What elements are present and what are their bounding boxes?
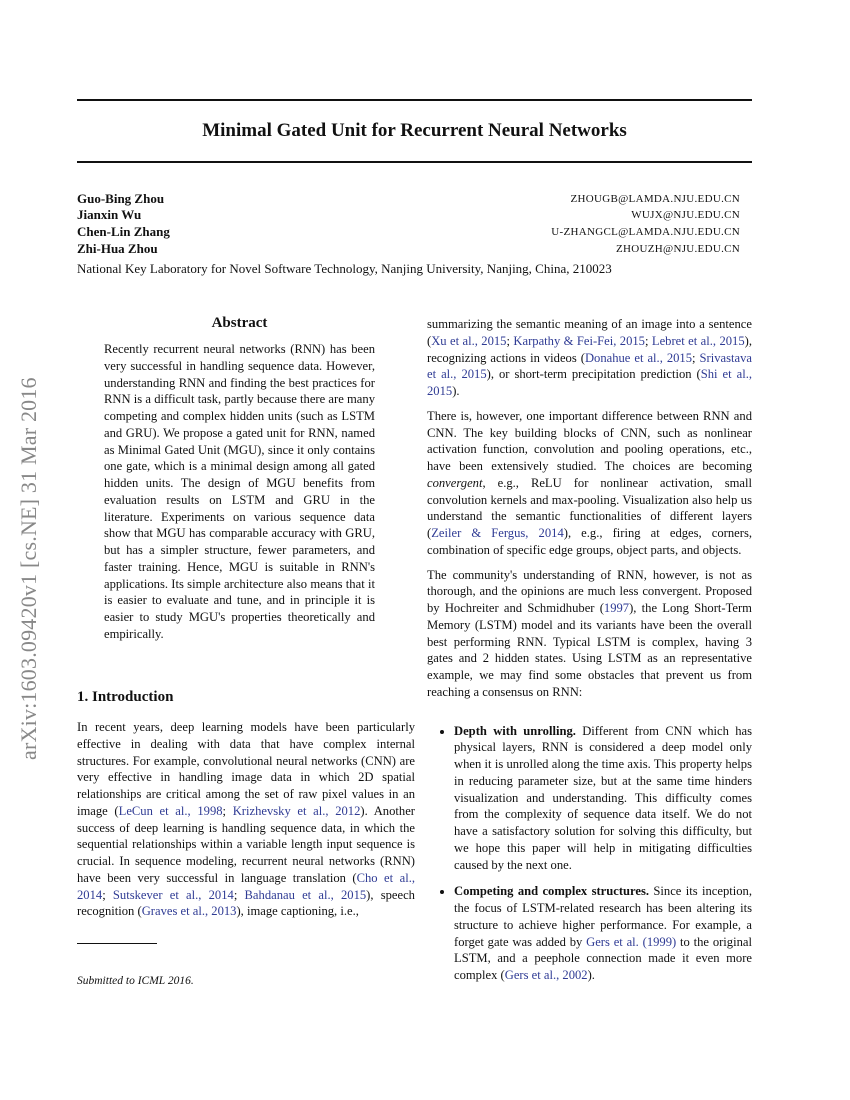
citation-link[interactable]: 1997 [603, 601, 630, 615]
author-email[interactable]: ZHOUGB@LAMDA.NJU.EDU.CN [570, 193, 740, 205]
list-item [454, 883, 752, 984]
footnote: Submitted to ICML 2016. [77, 975, 194, 987]
citation-link[interactable]: Zeiler & Fergus, 2014 [431, 526, 564, 540]
author-email[interactable]: WUJX@NJU.EDU.CN [631, 209, 740, 221]
list-item [454, 723, 752, 874]
citation-link[interactable]: Krizhevsky et al., 2012 [232, 803, 361, 818]
paper-title: Minimal Gated Unit for Recurrent Neural Networks [202, 120, 627, 141]
citation-link[interactable]: Xu et al., 2015 [431, 333, 507, 348]
text-run: The community's understanding of RNN, however, is not as thorough, and the opinions are much less convergent. Proposed by Hochreiter and Schmidhuber ( [427, 567, 752, 615]
author-name: Jianxin Wu [77, 207, 142, 222]
paragraph [427, 316, 752, 400]
bold-lead: Depth with unrolling. [454, 723, 576, 738]
text-run: ; [233, 887, 245, 902]
author-name: Guo-Bing Zhou [77, 191, 165, 206]
citation-link[interactable]: Sutskever et al., 2014 [112, 887, 234, 902]
citation-link[interactable]: Shi et al., 2015 [427, 367, 752, 398]
abstract-heading: Abstract [211, 315, 268, 331]
text-run: ), or short-term precipitation prediction ( [486, 367, 701, 382]
affiliation: National Key Laboratory for Novel Software Technology, Nanjing University, Nanjing, China, 210023 [77, 261, 612, 276]
text-run: ). Another success of deep learning is handling sequence data, in which the sequential relationships within a variable length input sequence is crucial. In sequence modeling, recurrent neural networks (RNN) have been very successful in language translation ( [77, 803, 415, 885]
abstract-text [104, 341, 375, 651]
text-run: , e.g., ReLU for nonlinear activation, small convolution kernels and max-pooling. Visualization also help us understand the semantic functionalities of different layers ( [427, 475, 752, 540]
obstacle-list [427, 723, 752, 984]
text-run: ). [452, 384, 460, 398]
text-run: to the original LSTM, and a peephole connection made it even more complex ( [454, 934, 752, 982]
top-rule [77, 99, 752, 101]
citation-link[interactable]: Karpathy & Fei-Fei, 2015 [513, 333, 645, 348]
citation-link[interactable]: Cho et al., 2014 [77, 870, 416, 902]
introduction-heading: 1. Introduction [77, 689, 174, 705]
text-run: ). [587, 968, 595, 982]
author-name: Zhi-Hua Zhou [77, 241, 158, 256]
title-rule [77, 161, 752, 163]
right-column [427, 316, 752, 994]
text-run: summarizing the semantic meaning of an image into a sentence ( [427, 317, 752, 348]
citation-link[interactable]: Srivastava et al., 2015 [427, 350, 752, 382]
abstract-paragraph: Recently recurrent neural networks (RNN) has been very successful in handling sequence data. However, understanding RNN and finding the best practices for RNN is a difficult task, partly because there are many competing and complex hidden units (such as LSTM and GRU). We propose a gated unit for RNN, named as Minimal Gated Unit (MGU), since it only contains one gate, which is a minimal design among all gated hidden units. The design of MGU benefits from evaluation results on LSTM and GRU in the literature. Experiments on various sequence data show that MGU has comparable accuracy with GRU, but has a simpler structure, fewer parameters, and faster training. Hence, MGU is suitable in RNN's applications. Its simple architecture also means that it is easier to evaluate and tune, and in principle it is easier to study MGU's properties theoretically and empirically. [104, 342, 375, 641]
paragraph [77, 719, 415, 920]
text-run: ; [222, 803, 233, 818]
citation-link[interactable]: Bahdanau et al., 2015 [244, 887, 367, 902]
text-run: ), e.g., firing at edges, corners, combination of specific edge groups, object parts, and objects. [427, 526, 752, 557]
footnote-rule [77, 943, 157, 944]
text-run: ), image captioning, i.e., [236, 904, 359, 919]
emphasis: convergent [427, 475, 483, 490]
text-run: ), recognizing actions in videos ( [427, 333, 752, 365]
text-run: ), the Long Short-Term Memory (LSTM) model and its variants have been the overall best performing RNN. Typical LSTM is complex, having 3 gates and 2 hidden states. Using LSTM as an representative example, we may find some obstacles that prevent us from reaching a consensus on RNN: [427, 601, 752, 699]
citation-link[interactable]: Graves et al., 2013 [141, 904, 237, 919]
paragraph [427, 567, 752, 701]
citation-link[interactable]: Gers et al. (1999) [586, 934, 677, 949]
citation-link[interactable]: Donahue et al., 2015 [584, 350, 693, 365]
text-run: ; [644, 333, 652, 348]
introduction-text [77, 719, 415, 928]
paragraph [427, 408, 752, 559]
citation-link[interactable]: Lebret et al., 2015 [651, 333, 745, 348]
author-name: Chen-Lin Zhang [77, 224, 170, 239]
arxiv-identifier: arXiv:1603.09420v1 [cs.NE] 31 Mar 2016 [16, 377, 41, 760]
text-run: Since its inception, the focus of LSTM-related research has been altering its structure to achieve higher performance. For example, a forget gate was added by [454, 884, 752, 949]
text-run: Different from CNN which has physical layers, RNN is considered a deep model only when it is unrolled along the time axis. This property helps in reducing parameter size, but at the same time hinders visualization and understanding. This difficulty comes from the complexity of sequence data itself. We do not have a satisfactory solution for solving this difficulty, but we hope this paper will help in mitigating difficulties caused by the next one. [454, 723, 752, 872]
author-email[interactable]: ZHOUZH@NJU.EDU.CN [616, 243, 740, 255]
citation-link[interactable]: LeCun et al., 1998 [118, 803, 223, 818]
text-run: ; [102, 887, 113, 902]
citation-link[interactable]: Gers et al., 2002 [504, 968, 588, 982]
text-run: There is, however, one important difference between RNN and CNN. The key building blocks of CNN, such as nonlinear activation function, convolution and pooling operations, etc., have been extensively studied. The choices are becoming [427, 408, 752, 473]
text-run: ), speech recognition ( [77, 887, 415, 919]
text-run: ; [692, 350, 700, 365]
text-run: In recent years, deep learning models have been particularly effective in dealing with data that have complex internal structures. For example, convolutional neural networks (CNN) are very effective in handling image data in which 2D spatial relationships are critical among the set of raw pixel values in an image ( [77, 720, 415, 818]
bold-lead: Competing and complex structures. [454, 884, 650, 899]
author-email[interactable]: U-ZHANGCL@LAMDA.NJU.EDU.CN [551, 226, 740, 238]
text-run: ; [506, 333, 514, 348]
